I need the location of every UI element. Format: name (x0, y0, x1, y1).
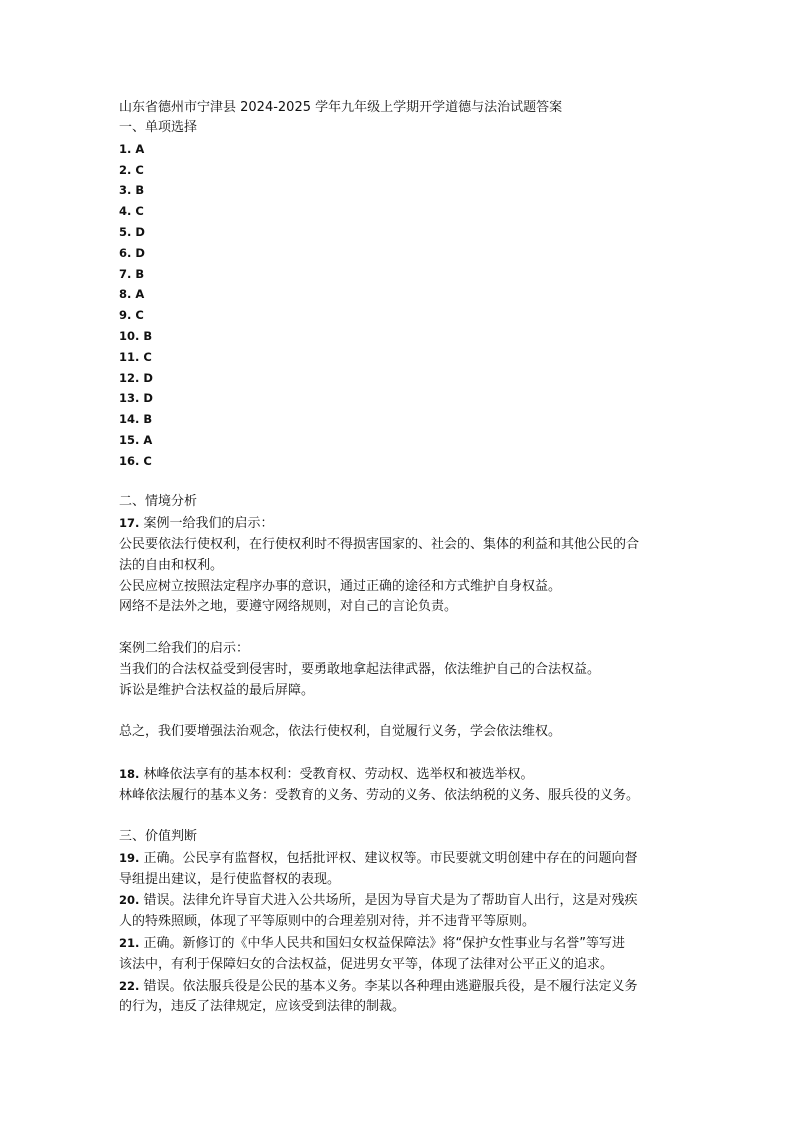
answer-number: 9. (119, 308, 132, 323)
answer-letter: B (143, 412, 153, 427)
paragraph-line: 公民要依法行使权利，在行使权利时不得损害国家的、社会的、集体的利益和其他公民的合 (119, 536, 640, 552)
question-number: 19. (119, 850, 140, 865)
paragraph-line: 网络不是法外之地，要遵守网络规则，对自己的言论负责。 (119, 599, 458, 615)
question-number: 20. (119, 893, 140, 908)
answer-item (119, 451, 679, 472)
answer-number: 1. (119, 141, 132, 156)
paragraph-line: 人的特殊照顾，体现了平等原则中的合理差别对待，并不违背平等原则。 (119, 914, 536, 930)
case-two-label: 案例二给我们的启示： (119, 640, 250, 656)
answer-item (119, 264, 679, 285)
answer-item (119, 243, 679, 264)
spacer (119, 472, 679, 493)
answer-letter: B (143, 328, 153, 343)
answer-letter: D (135, 224, 145, 239)
answer-letter: A (143, 432, 153, 447)
section-heading-choice: 一、单项选择 (119, 120, 198, 135)
answer-item (119, 430, 679, 451)
question-20-line (119, 890, 679, 912)
answer-item (119, 139, 679, 160)
answer-number: 12. (119, 370, 140, 385)
paragraph-line: 该法中，有利于保障妇女的合法权益，促进男女平等，体现了法律对公平正义的追求。 (119, 956, 614, 972)
answer-letter: A (135, 287, 145, 302)
answer-item (119, 388, 679, 409)
question-22-line (119, 976, 679, 998)
paragraph-line: 当我们的合法权益受到侵害时，要勇敢地拿起法律武器，依法维护自己的合法权益。 (119, 661, 601, 677)
paragraph-line: 诉讼是维护合法权益的最后屏障。 (119, 682, 315, 698)
spacer (119, 743, 679, 764)
paragraph-line: 法的自由和权利。 (119, 557, 224, 573)
answer-item (119, 305, 679, 326)
question-number: 17. (119, 516, 140, 531)
question-text: 案例一给我们的启示： (143, 516, 274, 532)
question-text: 错误。依法服兵役是公民的基本义务。李某以各种理由逃避服兵役，是不履行法定义务 (143, 978, 638, 994)
answer-item (119, 222, 679, 243)
question-19-line (119, 848, 679, 870)
spacer (119, 806, 679, 827)
question-text: 正确。新修订的《中华人民共和国妇女权益保障法》将“保护女性事业与名誉”等写进 (143, 936, 625, 952)
answer-item (119, 368, 679, 389)
paragraph-line: 导组提出建议，是行使监督权的表现。 (119, 871, 341, 887)
answer-item (119, 180, 679, 201)
paragraph-line: 林峰依法履行的基本义务：受教育的义务、劳动的义务、依法纳税的义务、服兵役的义务。 (119, 787, 640, 803)
question-17-label (119, 513, 679, 535)
answer-number: 3. (119, 183, 132, 198)
question-21-line (119, 933, 679, 955)
section-heading-situation: 二、情境分析 (119, 494, 198, 510)
answer-letter: D (143, 370, 153, 385)
answer-number: 14. (119, 412, 140, 427)
question-text: 错误。法律允许导盲犬进入公共场所，是因为导盲犬是为了帮助盲人出行，这是对残疾 (143, 893, 638, 909)
answer-letter: D (143, 391, 153, 406)
answer-item (119, 201, 679, 222)
answer-item (119, 409, 679, 430)
document-title: 山东省德州市宁津县 2024-2025 学年九年级上学期开学道德与法治试题答案 (119, 100, 563, 115)
answer-number: 5. (119, 224, 132, 239)
answer-letter: C (135, 204, 144, 219)
answer-number: 10. (119, 328, 140, 343)
answer-number: 4. (119, 204, 132, 219)
paragraph-line: 的行为，违反了法律规定，应该受到法律的制裁。 (119, 999, 406, 1015)
answer-letter: C (135, 308, 144, 323)
answer-letter: C (135, 162, 144, 177)
question-text: 正确。公民享有监督权，包括批评权、建议权等。市民要就文明创建中存在的问题向督 (143, 850, 638, 866)
answer-number: 2. (119, 162, 132, 177)
answer-item (119, 284, 679, 305)
answer-letter: B (135, 183, 145, 198)
answer-number: 15. (119, 432, 140, 447)
answer-number: 6. (119, 245, 132, 260)
answer-item (119, 326, 679, 347)
question-text: 林峰依法享有的基本权利：受教育权、劳动权、选举权和被选举权。 (143, 766, 534, 782)
answer-item (119, 160, 679, 181)
section-heading-judgement: 三、价值判断 (119, 829, 198, 845)
summary-line: 总之，我们要增强法治观念，依法行使权利，自觉履行义务，学会依法维权。 (119, 724, 562, 740)
answer-letter: D (135, 245, 145, 260)
answer-number: 8. (119, 287, 132, 302)
spacer (119, 618, 679, 639)
document-page (119, 97, 679, 1018)
answer-item (119, 347, 679, 368)
answer-number: 13. (119, 391, 140, 406)
spacer (119, 701, 679, 722)
answer-list (119, 139, 679, 472)
question-number: 21. (119, 936, 140, 951)
question-number: 22. (119, 978, 140, 993)
answer-number: 7. (119, 266, 132, 281)
answer-letter: C (143, 349, 152, 364)
answer-letter: A (135, 141, 145, 156)
answer-number: 11. (119, 349, 140, 364)
answer-letter: B (135, 266, 145, 281)
answer-number: 16. (119, 453, 140, 468)
paragraph-line: 公民应树立按照法定程序办事的意识，通过正确的途径和方式维护自身权益。 (119, 578, 562, 594)
question-18-line (119, 764, 679, 786)
question-number: 18. (119, 766, 140, 781)
answer-letter: C (143, 453, 152, 468)
